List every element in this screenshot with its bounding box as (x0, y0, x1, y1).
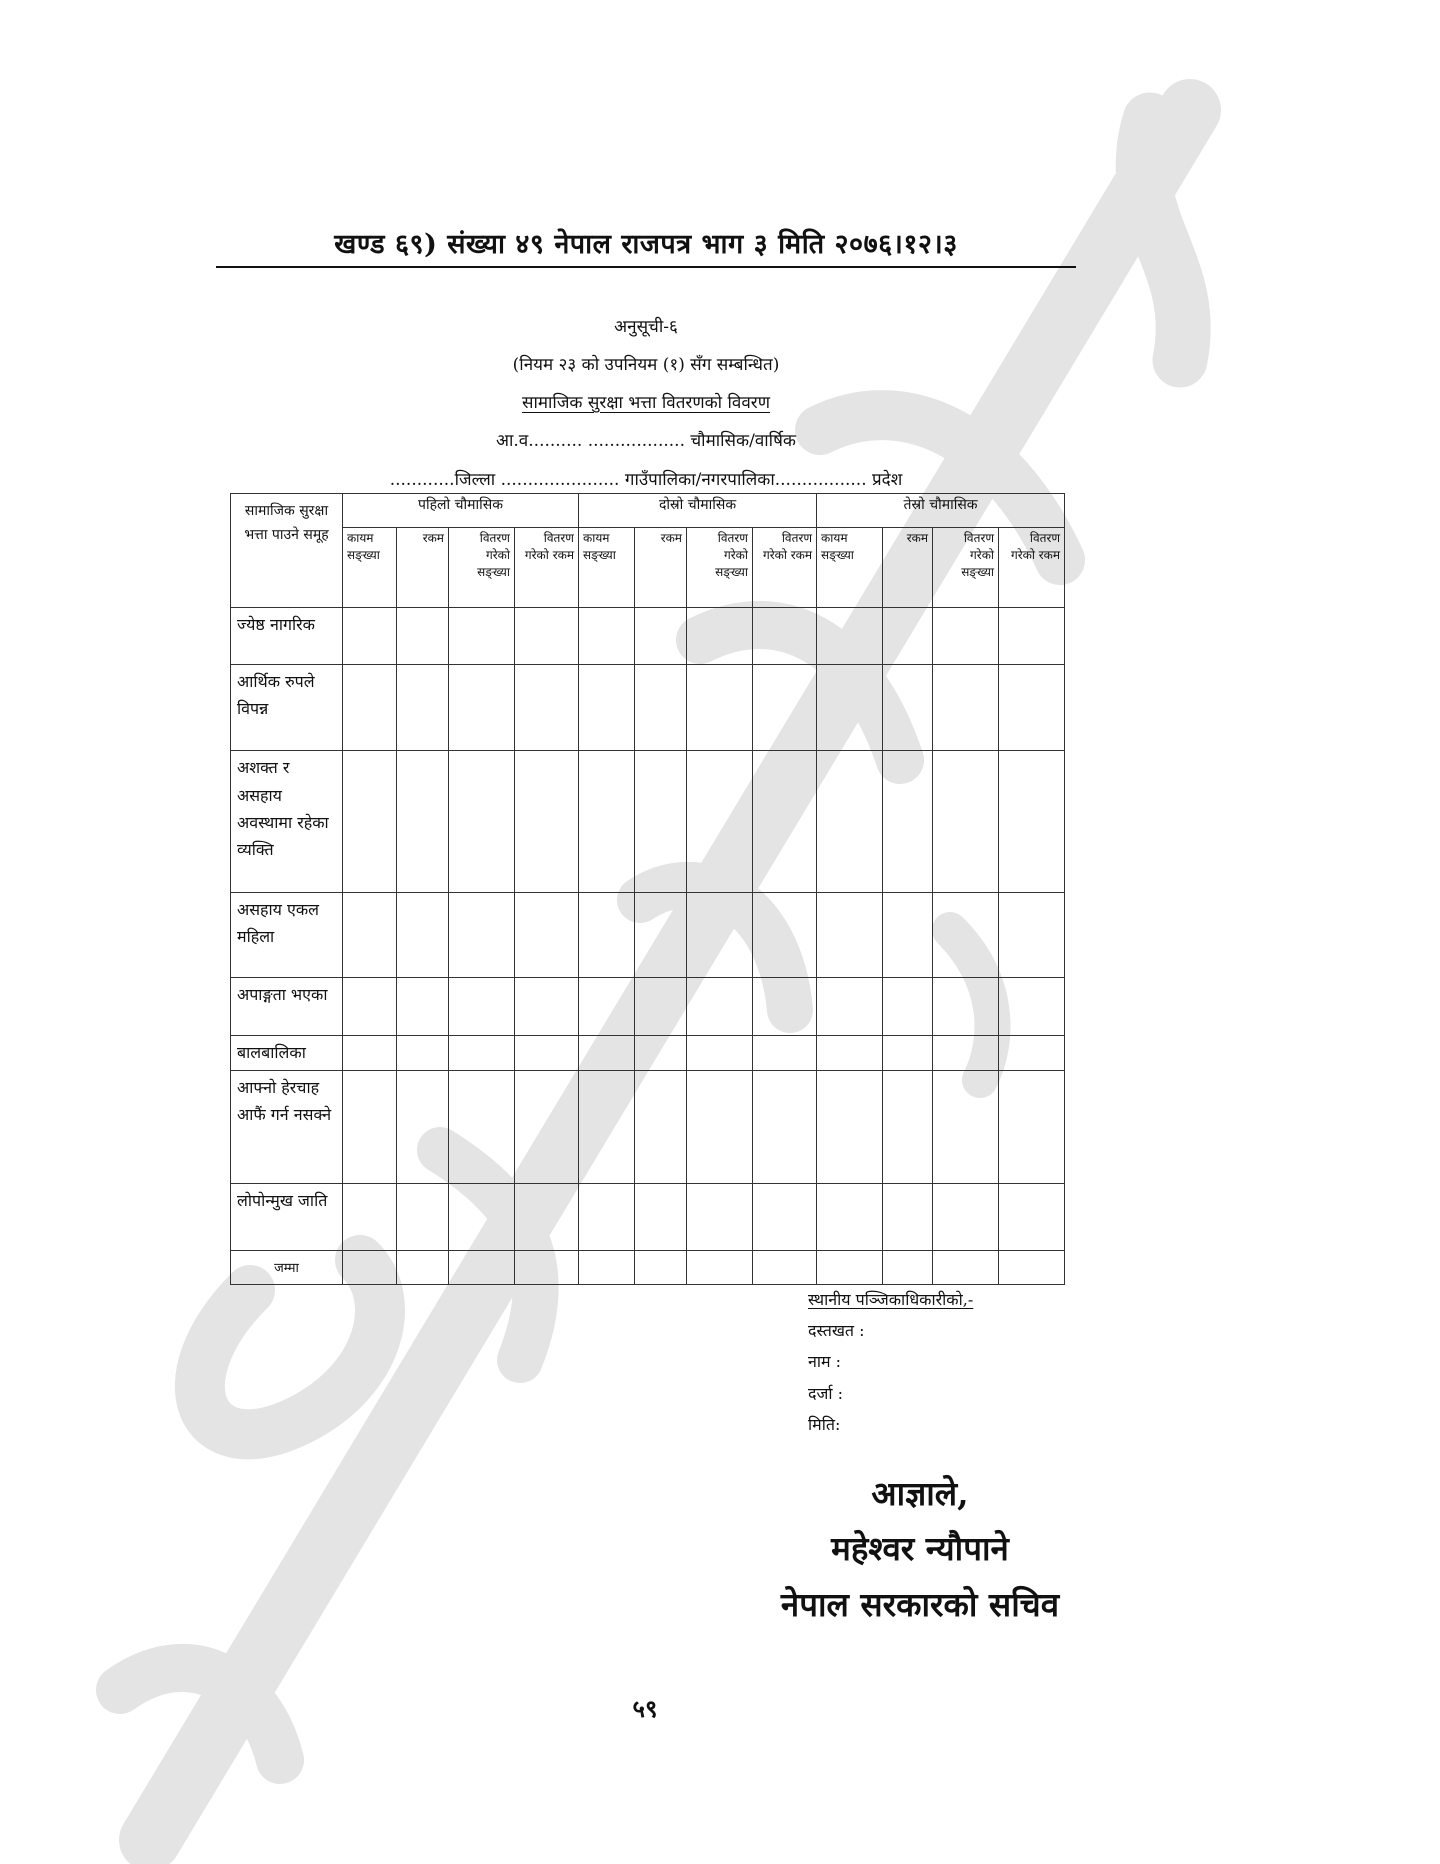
sub-header-amount: रकम (397, 528, 449, 608)
schedule-title: अनुसूची-६ (614, 317, 678, 337)
row-label: लोपोन्मुख जाति (231, 1183, 343, 1250)
sub-header-distributed-count: वितरण गरेको सङ्ख्या (933, 528, 999, 608)
table-row (231, 1070, 1065, 1183)
fiscal-year-line: आ.व.......... .................. चौमासिक/वार्षिक (496, 431, 796, 451)
signature-label: दस्तखत : (808, 1321, 865, 1341)
row-label: आफ्नो हेरचाह आफैं गर्न नसक्ने (231, 1070, 343, 1183)
table-row (231, 751, 1065, 892)
sub-header-distributed-amount: वितरण गरेको रकम (999, 528, 1065, 608)
sub-header-distributed-amount: वितरण गरेको रकम (753, 528, 817, 608)
table-row (231, 1036, 1065, 1071)
row-label: अशक्त र असहाय अवस्थामा रहेका व्यक्ति (231, 751, 343, 892)
page-number: ५९ (632, 1694, 658, 1723)
table-row (231, 892, 1065, 977)
sub-header-amount: रकम (883, 528, 933, 608)
row-label: ज्येष्ठ नागरिक (231, 608, 343, 665)
table-row (231, 1183, 1065, 1250)
registrar-block (808, 1284, 973, 1440)
sub-header-distributed-count: वितरण गरेको सङ्ख्या (687, 528, 753, 608)
quarter-header-3: तेस्रो चौमासिक (817, 494, 1065, 528)
signoff-block (740, 1466, 1100, 1632)
secretary-designation: नेपाल सरकारको सचिव (780, 1584, 1060, 1624)
distribution-table (230, 493, 1065, 1285)
name-label: नाम : (808, 1352, 842, 1372)
sub-header-distributed-amount: वितरण गरेको रकम (515, 528, 579, 608)
header-rule (216, 266, 1076, 268)
secretary-name: महेश्वर न्यौपाने (831, 1529, 1009, 1569)
row-label: असहाय एकल महिला (231, 892, 343, 977)
district-line: ............जिल्ला ...................... गाउँपालिका/नगरपालिका................. प्रदेश (389, 470, 903, 490)
registrar-title: स्थानीय पञ्जिकाधिकारीको,- (808, 1290, 974, 1309)
total-row (231, 1250, 1065, 1284)
sub-header-amount: रकम (635, 528, 687, 608)
row-label: बालबालिका (231, 1036, 343, 1071)
sub-header-count: कायम सङ्ख्या (817, 528, 883, 608)
date-label: मिति: (808, 1414, 841, 1434)
sub-header-count: कायम सङ्ख्या (579, 528, 635, 608)
table-row (231, 664, 1065, 751)
sub-header-count: कायम सङ्ख्या (343, 528, 397, 608)
row-label: आर्थिक रुपले विपन्न (231, 664, 343, 751)
quarter-header-1: पहिलो चौमासिक (343, 494, 579, 528)
by-order-text: आज्ञाले, (871, 1474, 969, 1513)
total-label: जम्मा (231, 1250, 343, 1284)
form-title: सामाजिक सुरक्षा भत्ता वितरणको विवरण (521, 393, 771, 413)
sub-header-distributed-count: वितरण गरेको सङ्ख्या (449, 528, 515, 608)
table-row (231, 608, 1065, 665)
gazette-header: खण्ड ६९) संख्या ४९ नेपाल राजपत्र भाग ३ मिति २०७६।१२।३ (334, 229, 958, 260)
group-header: सामाजिक सुरक्षा भत्ता पाउने समूह (231, 494, 343, 608)
rule-reference: (नियम २३ को उपनियम (१) सँग सम्बन्धित) (512, 355, 780, 375)
table-row (231, 977, 1065, 1036)
row-label: अपाङ्गता भएका (231, 977, 343, 1036)
rank-label: दर्जा : (808, 1383, 843, 1403)
quarter-header-2: दोस्रो चौमासिक (579, 494, 817, 528)
